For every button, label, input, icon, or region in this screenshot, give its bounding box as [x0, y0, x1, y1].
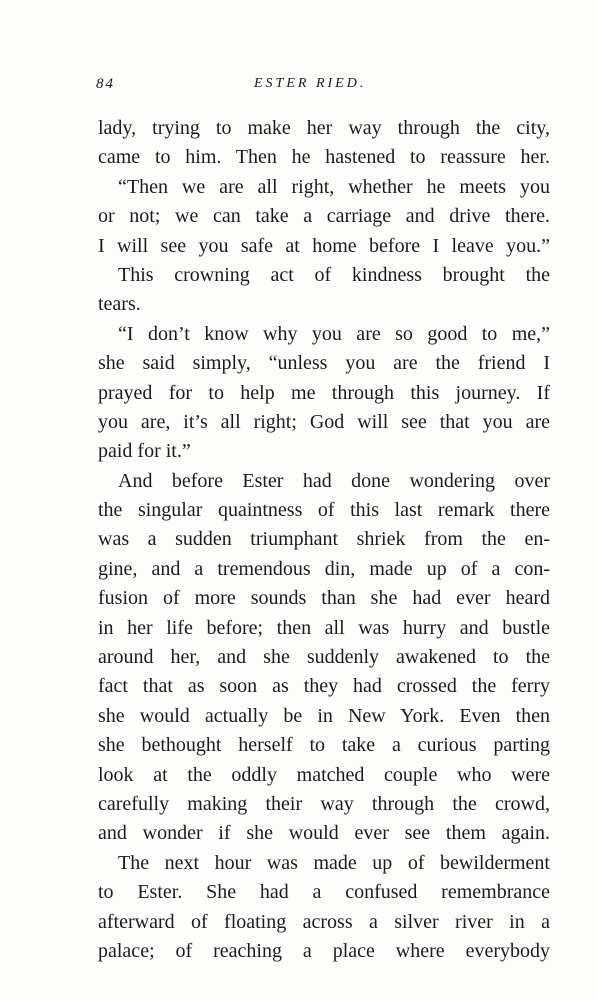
text-line: came to him. Then he hastened to reassure her.	[98, 146, 550, 169]
text-line: or not; we can take a carriage and drive there.	[98, 205, 550, 228]
text-line: “I don’t know why you are so good to me,”	[118, 322, 550, 345]
text-line: “Then we are all right, whether he meets you	[118, 175, 550, 198]
running-head	[96, 76, 556, 100]
text-line: carefully making their way through the crowd,	[98, 792, 550, 815]
text-line: in her life before; then all was hurry and bustle	[98, 616, 550, 639]
text-line: look at the oddly matched couple who were	[98, 763, 550, 786]
text-line: to Ester. She had a confused remembrance	[98, 881, 550, 904]
text-line: And before Ester had done wondering over	[118, 469, 550, 492]
text-line: she would actually be in New York. Even then	[98, 704, 550, 727]
text-line: tears.	[98, 293, 141, 316]
text-line: lady, trying to make her way through the city,	[98, 117, 550, 139]
body-text	[98, 114, 550, 966]
text-line: you are, it’s all right; God will see that you are	[98, 410, 550, 433]
text-line: paid for it.”	[98, 440, 191, 463]
text-line: palace; of reaching a place where everybody	[98, 939, 550, 962]
text-line: afterward of floating across a silver river in a	[98, 910, 550, 933]
text-line: The next hour was made up of bewilderment	[118, 851, 550, 874]
text-line: she said simply, “unless you are the friend I	[98, 352, 550, 375]
text-line: I will see you safe at home before I leave you.”	[98, 234, 550, 257]
text-line: gine, and a tremendous din, made up of a con-	[98, 557, 550, 580]
text-line: This crowning act of kindness brought the	[118, 263, 550, 286]
text-line: around her, and she suddenly awakened to the	[98, 646, 550, 669]
text-line: the singular quaintness of this last remark there	[98, 499, 550, 522]
text-line: was a sudden triumphant shriek from the en-	[98, 528, 550, 551]
text-line: fusion of more sounds than she had ever heard	[98, 587, 550, 610]
text-line: and wonder if she would ever see them again.	[98, 822, 550, 845]
running-title: ESTER RIED.	[254, 76, 367, 91]
page-number: 84	[96, 76, 115, 92]
text-line: she bethought herself to take a curious parting	[98, 734, 550, 757]
text-line: prayed for to help me through this journey. If	[98, 381, 550, 404]
text-line: fact that as soon as they had crossed the ferry	[98, 675, 550, 698]
